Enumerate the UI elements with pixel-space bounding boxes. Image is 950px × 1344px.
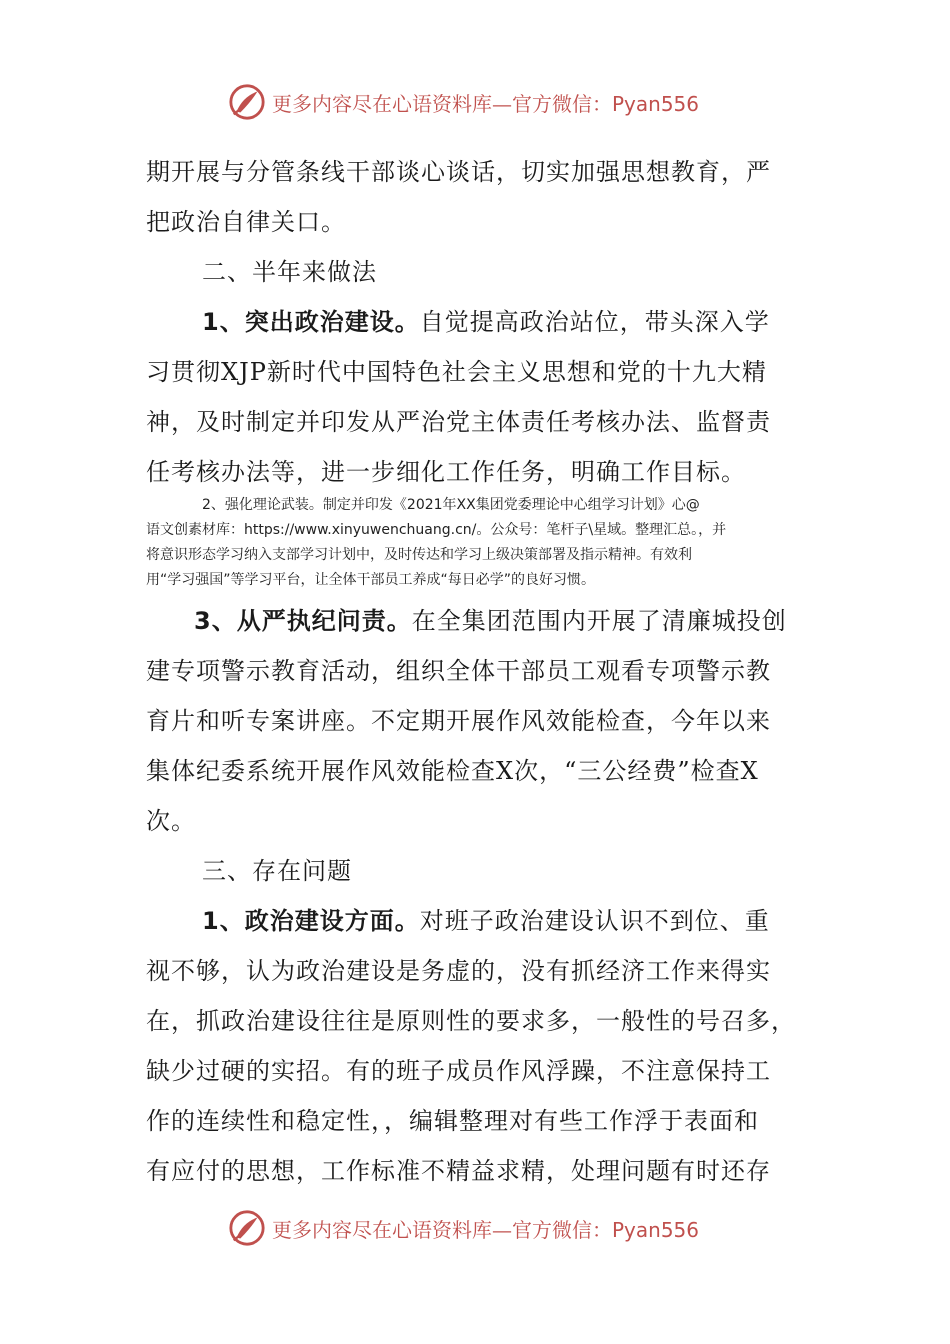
paragraph-line: 1、突出政治建设。自觉提高政治站位，带头深入学 xyxy=(202,308,770,336)
brush-logo-icon xyxy=(228,1209,266,1247)
paragraph-line: 集体纪委系统开展作风效能检查X次，“三公经费”检查X xyxy=(146,757,759,785)
paragraph-line: 3、从严执纪问责。在全集团范围内开展了清廉城投创 xyxy=(194,607,787,635)
banner-text: 更多内容尽在心语资料库—官方微信：Pyan556 xyxy=(272,91,700,116)
footer-watermark-banner xyxy=(228,1206,748,1250)
item1-title: 1、突出政治建设。 xyxy=(202,308,420,336)
small-paragraph-line: 2、强化理论武装。制定并印发《2021年XX集团党委理论中心组学习计划》心@ xyxy=(202,497,700,513)
brush-logo-icon xyxy=(228,83,266,121)
paragraph-line: 作的连续性和稳定性，，编辑整理对有些工作浮于表面和 xyxy=(146,1107,759,1135)
problem1-title: 1、政治建设方面。 xyxy=(202,907,420,935)
small-paragraph-line: 语文创素材库：https://www.xinyuwenchuang.cn/。公众号：笔杆子\星域。整理汇总。，并 xyxy=(146,522,727,538)
paragraph-line: 视不够，认为政治建设是务虚的，没有抓经济工作来得实 xyxy=(146,957,771,985)
paragraph-line: 育片和听专案讲座。不定期开展作风效能检查，今年以来 xyxy=(146,707,771,735)
paragraph-line: 在，抓政治建设往往是原则性的要求多，一般性的号召多， xyxy=(146,1007,796,1035)
banner-text: 更多内容尽在心语资料库—官方微信：Pyan556 xyxy=(272,1217,700,1242)
paragraph-line: 建专项警示教育活动，组织全体干部员工观看专项警示教 xyxy=(146,657,771,685)
small-paragraph-line: 用“学习强国”等学习平台，让全体干部员工养成“每日必学”的良好习惯。 xyxy=(146,572,596,588)
paragraph-line: 习贯彻XJP新时代中国特色社会主义思想和党的十九大精 xyxy=(146,358,767,386)
paragraph-line: 次。 xyxy=(146,807,196,835)
section-heading-three: 三、存在问题 xyxy=(202,857,352,885)
paragraph-line: 期开展与分管条线干部谈心谈话，切实加强思想教育，严 xyxy=(146,158,771,186)
paragraph-line: 把政治自律关口。 xyxy=(146,208,346,236)
paragraph-line: 缺少过硬的实招。有的班子成员作风浮躁，不注意保持工 xyxy=(146,1057,771,1085)
small-paragraph-line: 将意识形态学习纳入支部学习计划中，及时传达和学习上级决策部署及指示精神。有效利 xyxy=(146,547,692,563)
item3-title: 3、从严执纪问责。 xyxy=(194,607,412,635)
header-watermark-banner xyxy=(228,80,748,124)
section-heading-two: 二、半年来做法 xyxy=(202,258,377,286)
paragraph-line: 1、政治建设方面。对班子政治建设认识不到位、重 xyxy=(202,907,770,935)
paragraph-line: 任考核办法等，进一步细化工作任务，明确工作目标。 xyxy=(146,458,746,486)
paragraph-line: 有应付的思想，工作标准不精益求精，处理问题有时还存 xyxy=(146,1157,771,1185)
paragraph-line: 神，及时制定并印发从严治党主体责任考核办法、监督责 xyxy=(146,408,771,436)
